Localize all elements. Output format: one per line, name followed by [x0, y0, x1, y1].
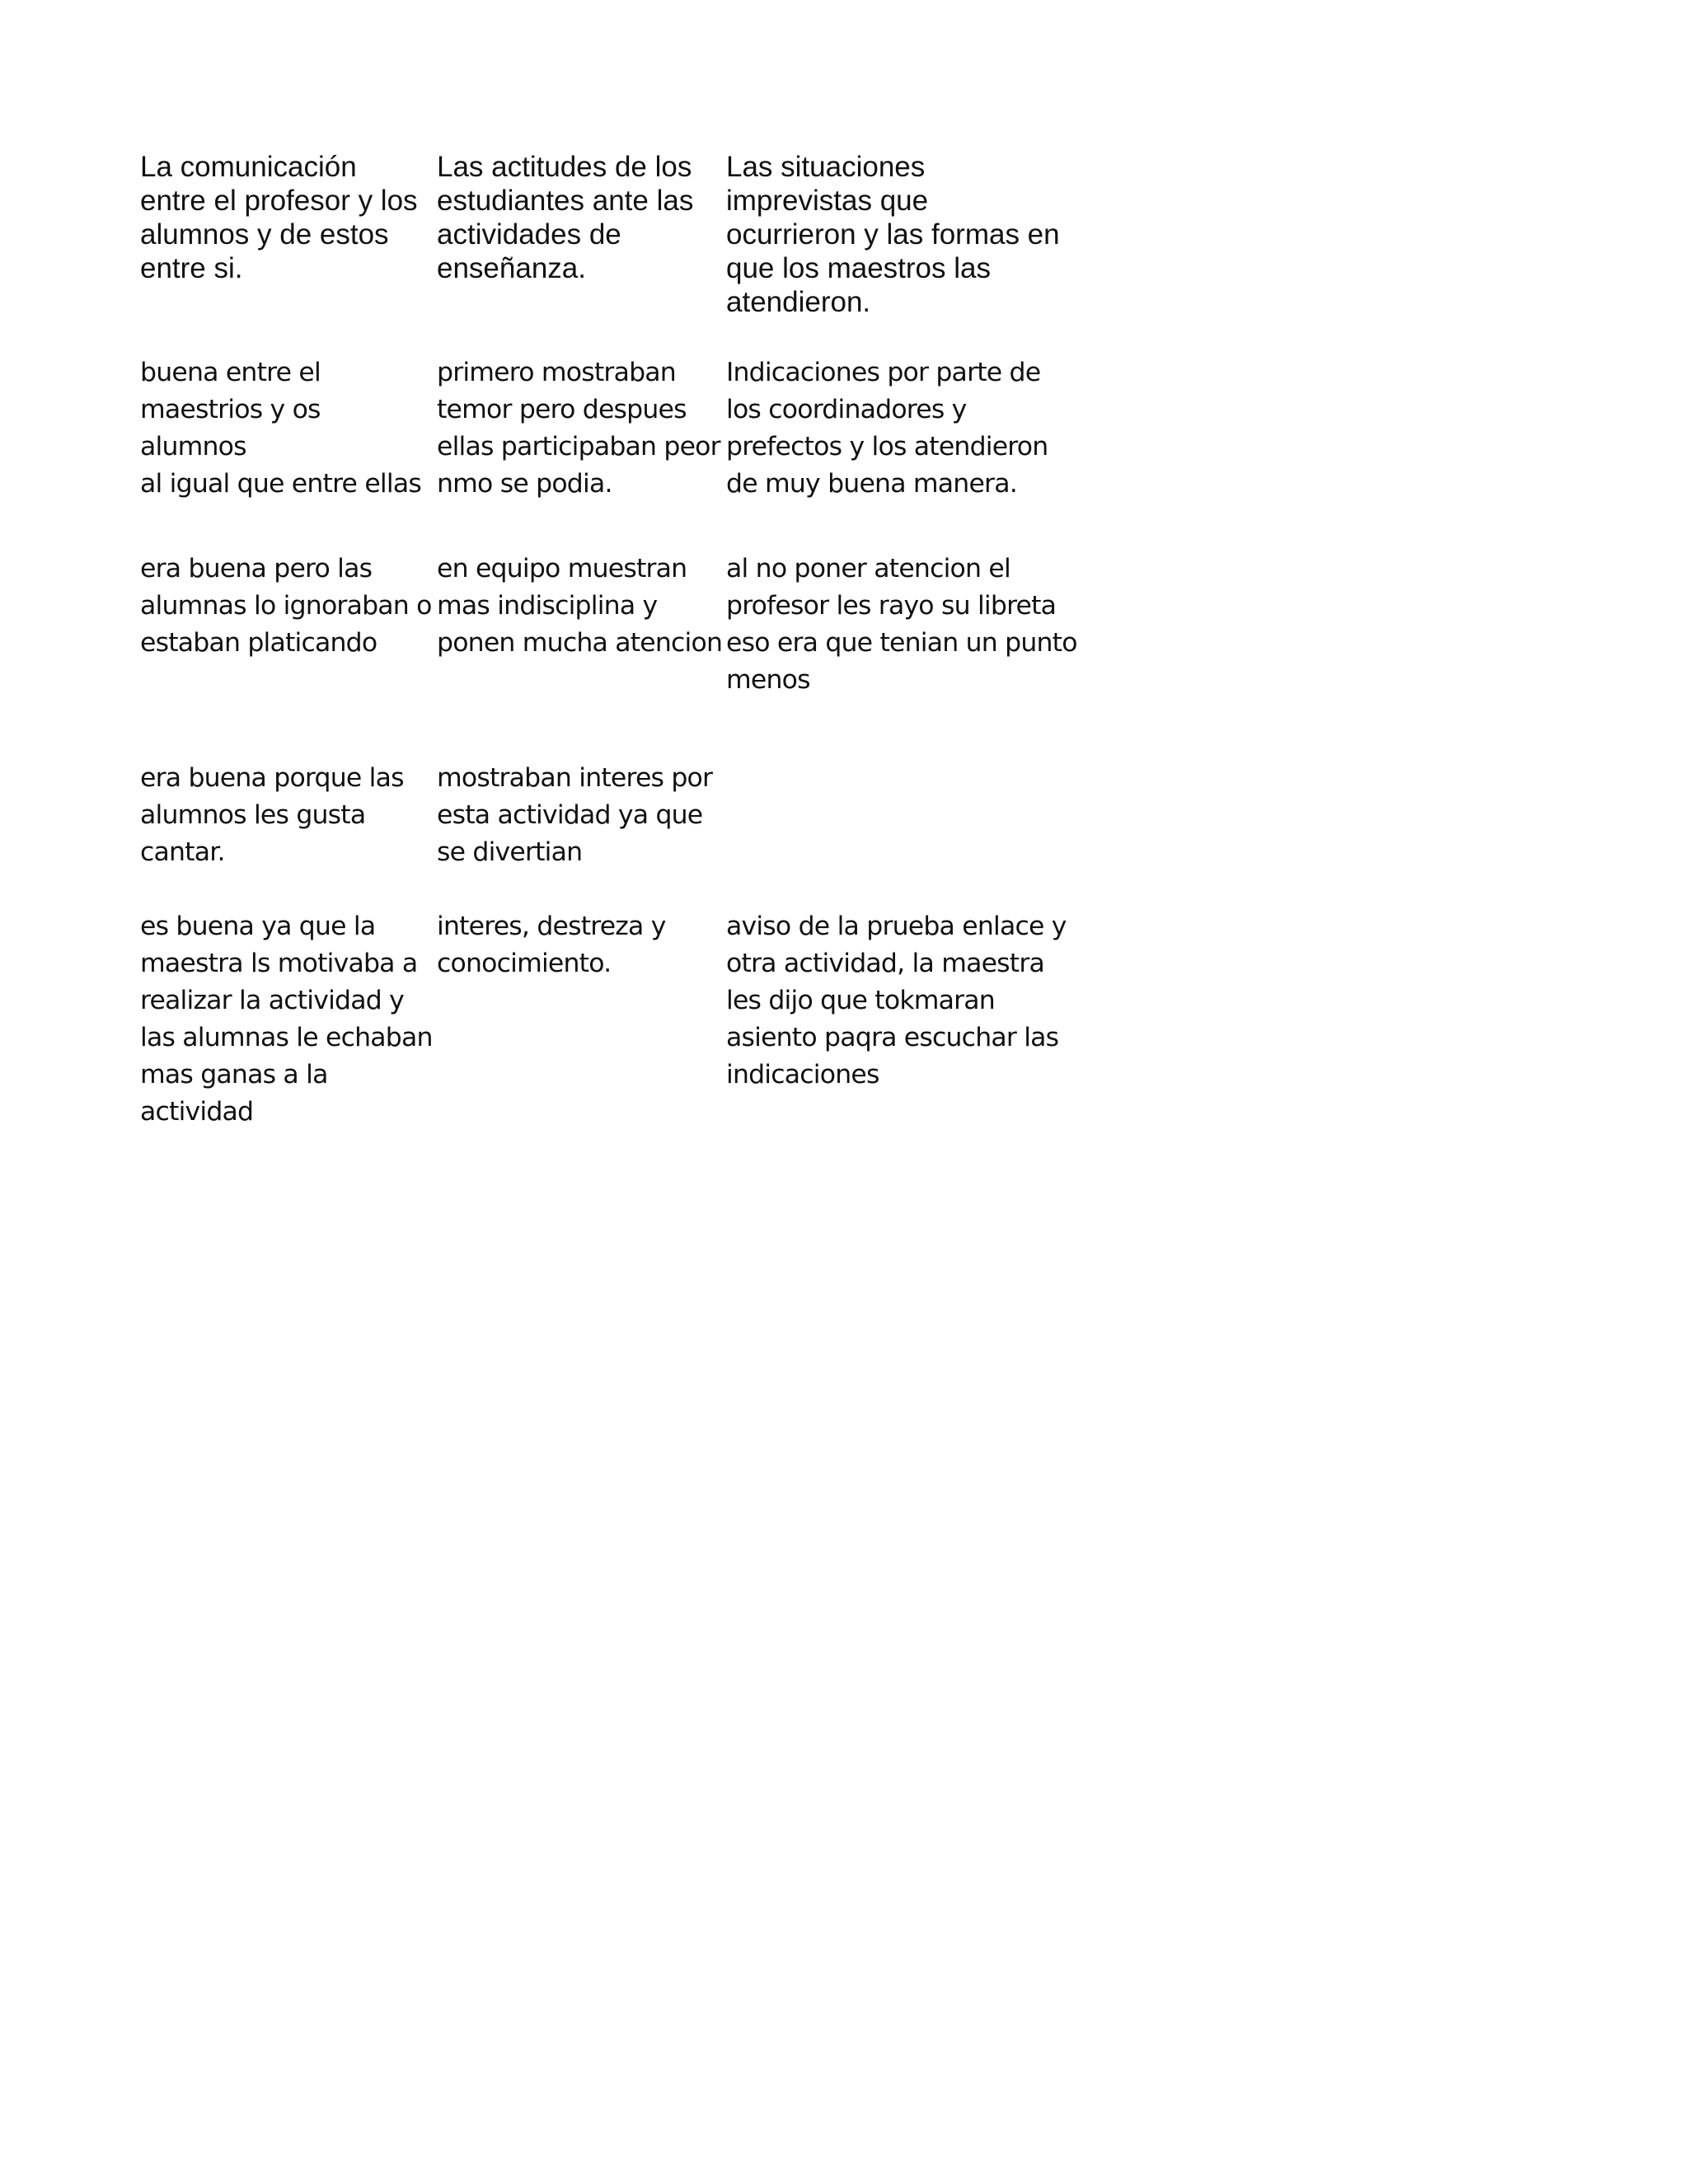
row3-attitudes-cell: mostraban interes por esta actividad ya que se divertian: [437, 763, 713, 867]
row4-attitudes-cell: interes, destreza y conocimiento.: [437, 912, 666, 978]
row1-situations-cell: Indicaciones por parte de los coordinadores y prefectos y los atendieron de muy buena manera.: [726, 358, 1048, 499]
row2-situations-cell: al no poner atencion el profesor les rayo su libreta eso era que tenian un punto menos: [726, 554, 1077, 695]
row3-communication-cell: era buena porque las alumnos les gusta cantar.: [140, 763, 404, 867]
row4-communication-cell: es buena ya que la maestra ls motivaba a realizar la actividad y las alumnas le echaban mas ganas a la actividad: [140, 912, 433, 1127]
row2-communication-cell: era buena pero las alumnas lo ignoraban o estaban platicando: [140, 554, 432, 658]
header-unforeseen-situations: Las situaciones imprevistas que ocurrieron y las formas en que los maestros las atendieron.: [726, 151, 1060, 318]
row4-situations-cell: aviso de la prueba enlace y otra actividad, la maestra les dijo que tokmaran asiento paqra escuchar las indicaciones: [726, 912, 1067, 1090]
row1-communication-cell: buena entre el maestrios y os alumnos al igual que entre ellas: [140, 358, 421, 499]
row1-attitudes-cell: primero mostraban temor pero despues ellas participaban peor nmo se podia.: [437, 358, 720, 499]
header-attitudes: Las actitudes de los estudiantes ante las actividades de enseñanza.: [437, 151, 694, 284]
header-communication: La comunicación entre el profesor y los alumnos y de estos entre si.: [140, 151, 418, 284]
row2-attitudes-cell: en equipo muestran mas indisciplina y ponen mucha atencion: [437, 554, 723, 658]
